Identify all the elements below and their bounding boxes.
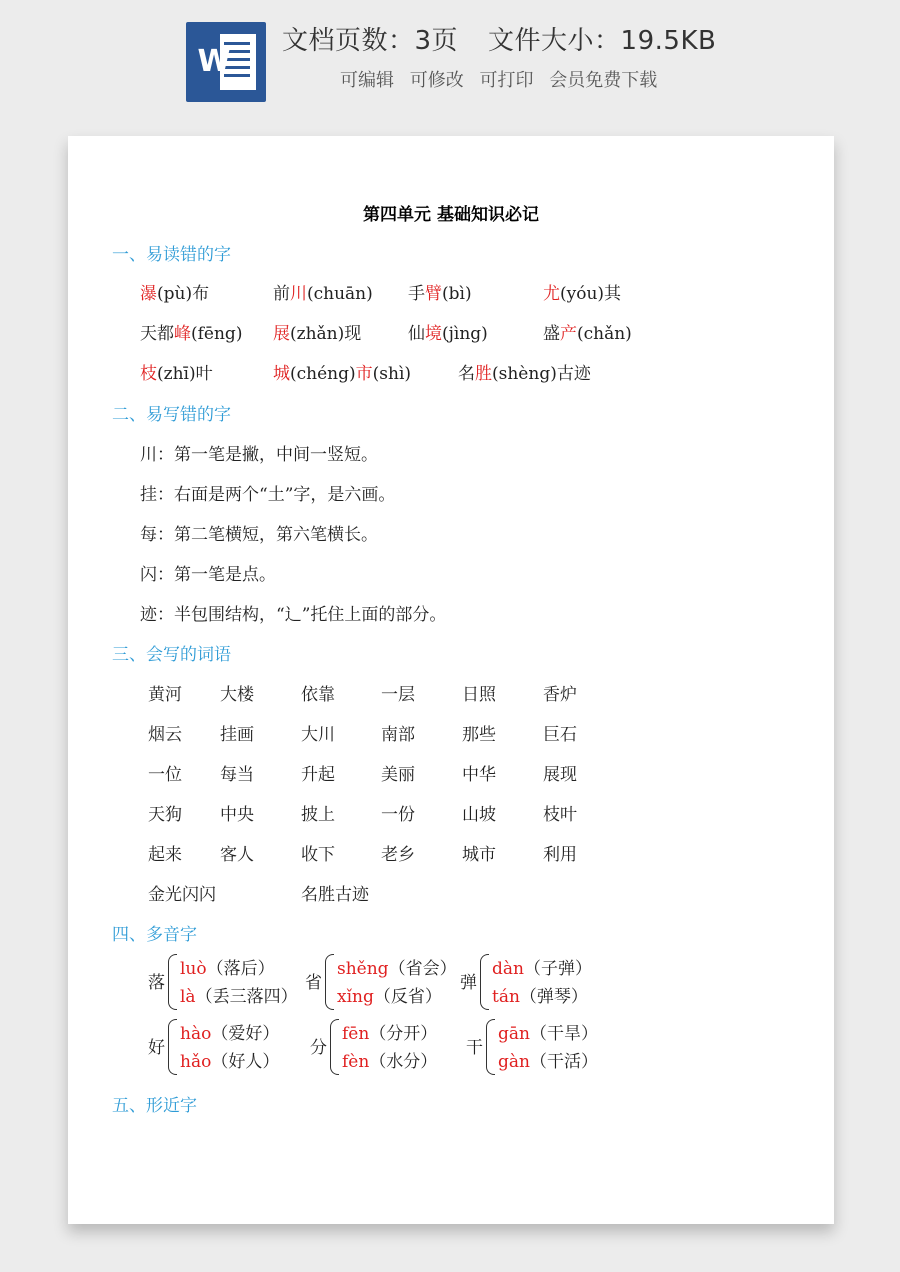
reading-line: gàn（干活） xyxy=(498,1052,598,1072)
vocab-word: 大楼 xyxy=(220,685,254,705)
vocab-word: 挂画 xyxy=(220,725,254,745)
vocab-word: 南部 xyxy=(381,725,415,745)
feature-item: 可修改 xyxy=(409,70,464,91)
feature-list xyxy=(340,66,657,92)
vocab-word: 一位 xyxy=(148,765,182,785)
vocab-word: 披上 xyxy=(301,805,335,825)
vocab-word: 展现 xyxy=(543,765,577,785)
brace-icon xyxy=(168,954,177,1010)
reading-line: là（丢三落四） xyxy=(180,987,298,1007)
file-size: 文件大小：19.5KB xyxy=(488,26,717,56)
feature-item: 会员免费下载 xyxy=(549,70,658,91)
brace-icon xyxy=(168,1019,177,1075)
vocab-word: 那些 xyxy=(462,725,496,745)
brace-icon xyxy=(486,1019,495,1075)
vocab-word: 中华 xyxy=(462,765,496,785)
section-heading: 二、易写错的字 xyxy=(112,405,231,425)
reading-line: fēn（分开） xyxy=(342,1024,438,1044)
vocab-word: 枝叶 xyxy=(543,805,577,825)
reading-line: tán（弹琴） xyxy=(492,987,588,1007)
vocab-word: 起来 xyxy=(148,845,182,865)
document-title: 第四单元 基础知识必记 xyxy=(363,205,539,225)
vocab-word: 山坡 xyxy=(462,805,496,825)
vocab-word: 收下 xyxy=(301,845,335,865)
document-page: 第四单元 基础知识必记 一、易读错的字 瀑(pù)布 前川(chuān) 手臂(bì) 尤(yóu)其 天都峰(fēng) 展(zhǎn)现 仙境(jìng) 盛产(chǎn) 枝(zhī)叶 城(chéng)市(shì) 名胜(shèng)古迹 二、易写错的字 川：第一笔是撇，中间一竖短。 挂：右面是两个“土”字，是六画。 每：第二笔横短，第六笔横长。 闪：第一笔是点。 迹：半包围结构，“辶”托住上面的部分。 三、会写的词语 黄河 大楼 依靠 一层 日照 香炉 烟云 挂画 大川 南部 那些 巨石 一位 每当 升起 美丽 中华 展现 天狗 中央 披上 一份 山坡 枝叶 起来 客人 收下 老乡 城市 利用 金光闪闪 名胜古迹 四、多音字 落 luò（落后） là（丢三落四） 省 shěng（省会） xǐng（反省） 弹 dàn（子弹） tán（弹琴） 好 hào（爱好） hǎo（好人） 分 fēn（分开） fèn（水分） 干 gān（干旱） gàn（干活） 五、形近字 xyxy=(68,136,834,1224)
reading-line: dàn（子弹） xyxy=(492,959,592,979)
vocab-word: 天狗 xyxy=(148,805,182,825)
file-info xyxy=(282,20,716,57)
feature-item: 可编辑 xyxy=(340,70,394,91)
section-heading: 四、多音字 xyxy=(112,925,197,945)
vocab-word: 升起 xyxy=(301,765,335,785)
brace-icon xyxy=(330,1019,339,1075)
polyphone-char: 省 xyxy=(305,973,322,993)
vocab-word: 城市 xyxy=(462,845,496,865)
note-line: 挂：右面是两个“土”字，是六画。 xyxy=(140,485,396,505)
vocab-word: 利用 xyxy=(543,845,577,865)
reading-line: hào（爱好） xyxy=(180,1024,280,1044)
vocab-word: 一份 xyxy=(381,805,415,825)
word-icon: W xyxy=(186,22,266,102)
note-line: 闪：第一笔是点。 xyxy=(140,565,276,585)
note-line: 每：第二笔横短，第六笔横长。 xyxy=(140,525,378,545)
polyphone-char: 好 xyxy=(148,1038,165,1058)
vocab-word: 巨石 xyxy=(543,725,577,745)
vocab-word: 名胜古迹 xyxy=(301,885,369,905)
reading-line: luò（落后） xyxy=(180,959,275,979)
vocab-word: 中央 xyxy=(220,805,254,825)
polyphone-char: 弹 xyxy=(460,973,477,993)
vocab-word: 金光闪闪 xyxy=(148,885,216,905)
polyphone-char: 分 xyxy=(310,1038,327,1058)
vocab-word: 一层 xyxy=(381,685,415,705)
polyphone-char: 落 xyxy=(148,973,165,993)
vocab-word: 大川 xyxy=(301,725,335,745)
vocab-word: 香炉 xyxy=(543,685,577,705)
vocab-word: 日照 xyxy=(462,685,496,705)
note-line: 迹：半包围结构，“辶”托住上面的部分。 xyxy=(140,605,447,625)
brace-icon xyxy=(325,954,334,1010)
brace-icon xyxy=(480,954,489,1010)
download-banner xyxy=(0,0,900,120)
polyphone-char: 干 xyxy=(466,1038,483,1058)
reading-line: gān（干旱） xyxy=(498,1024,598,1044)
reading-line: shěng（省会） xyxy=(337,959,457,979)
section-heading: 三、会写的词语 xyxy=(112,645,231,665)
reading-line: xǐng（反省） xyxy=(337,987,442,1007)
feature-item: 可打印 xyxy=(479,70,534,91)
note-line: 川：第一笔是撇，中间一竖短。 xyxy=(140,445,378,465)
vocab-word: 美丽 xyxy=(381,765,415,785)
section-heading: 五、形近字 xyxy=(112,1096,197,1116)
vocab-word: 依靠 xyxy=(301,685,335,705)
reading-line: hǎo（好人） xyxy=(180,1052,280,1072)
vocab-word: 烟云 xyxy=(148,725,182,745)
vocab-word: 客人 xyxy=(220,845,254,865)
reading-line: fèn（水分） xyxy=(342,1052,438,1072)
vocab-word: 老乡 xyxy=(381,845,415,865)
page-count: 文档页数：3页 xyxy=(282,26,459,56)
vocab-word: 每当 xyxy=(220,765,254,785)
section-heading: 一、易读错的字 xyxy=(112,245,231,265)
vocab-word: 黄河 xyxy=(148,685,182,705)
